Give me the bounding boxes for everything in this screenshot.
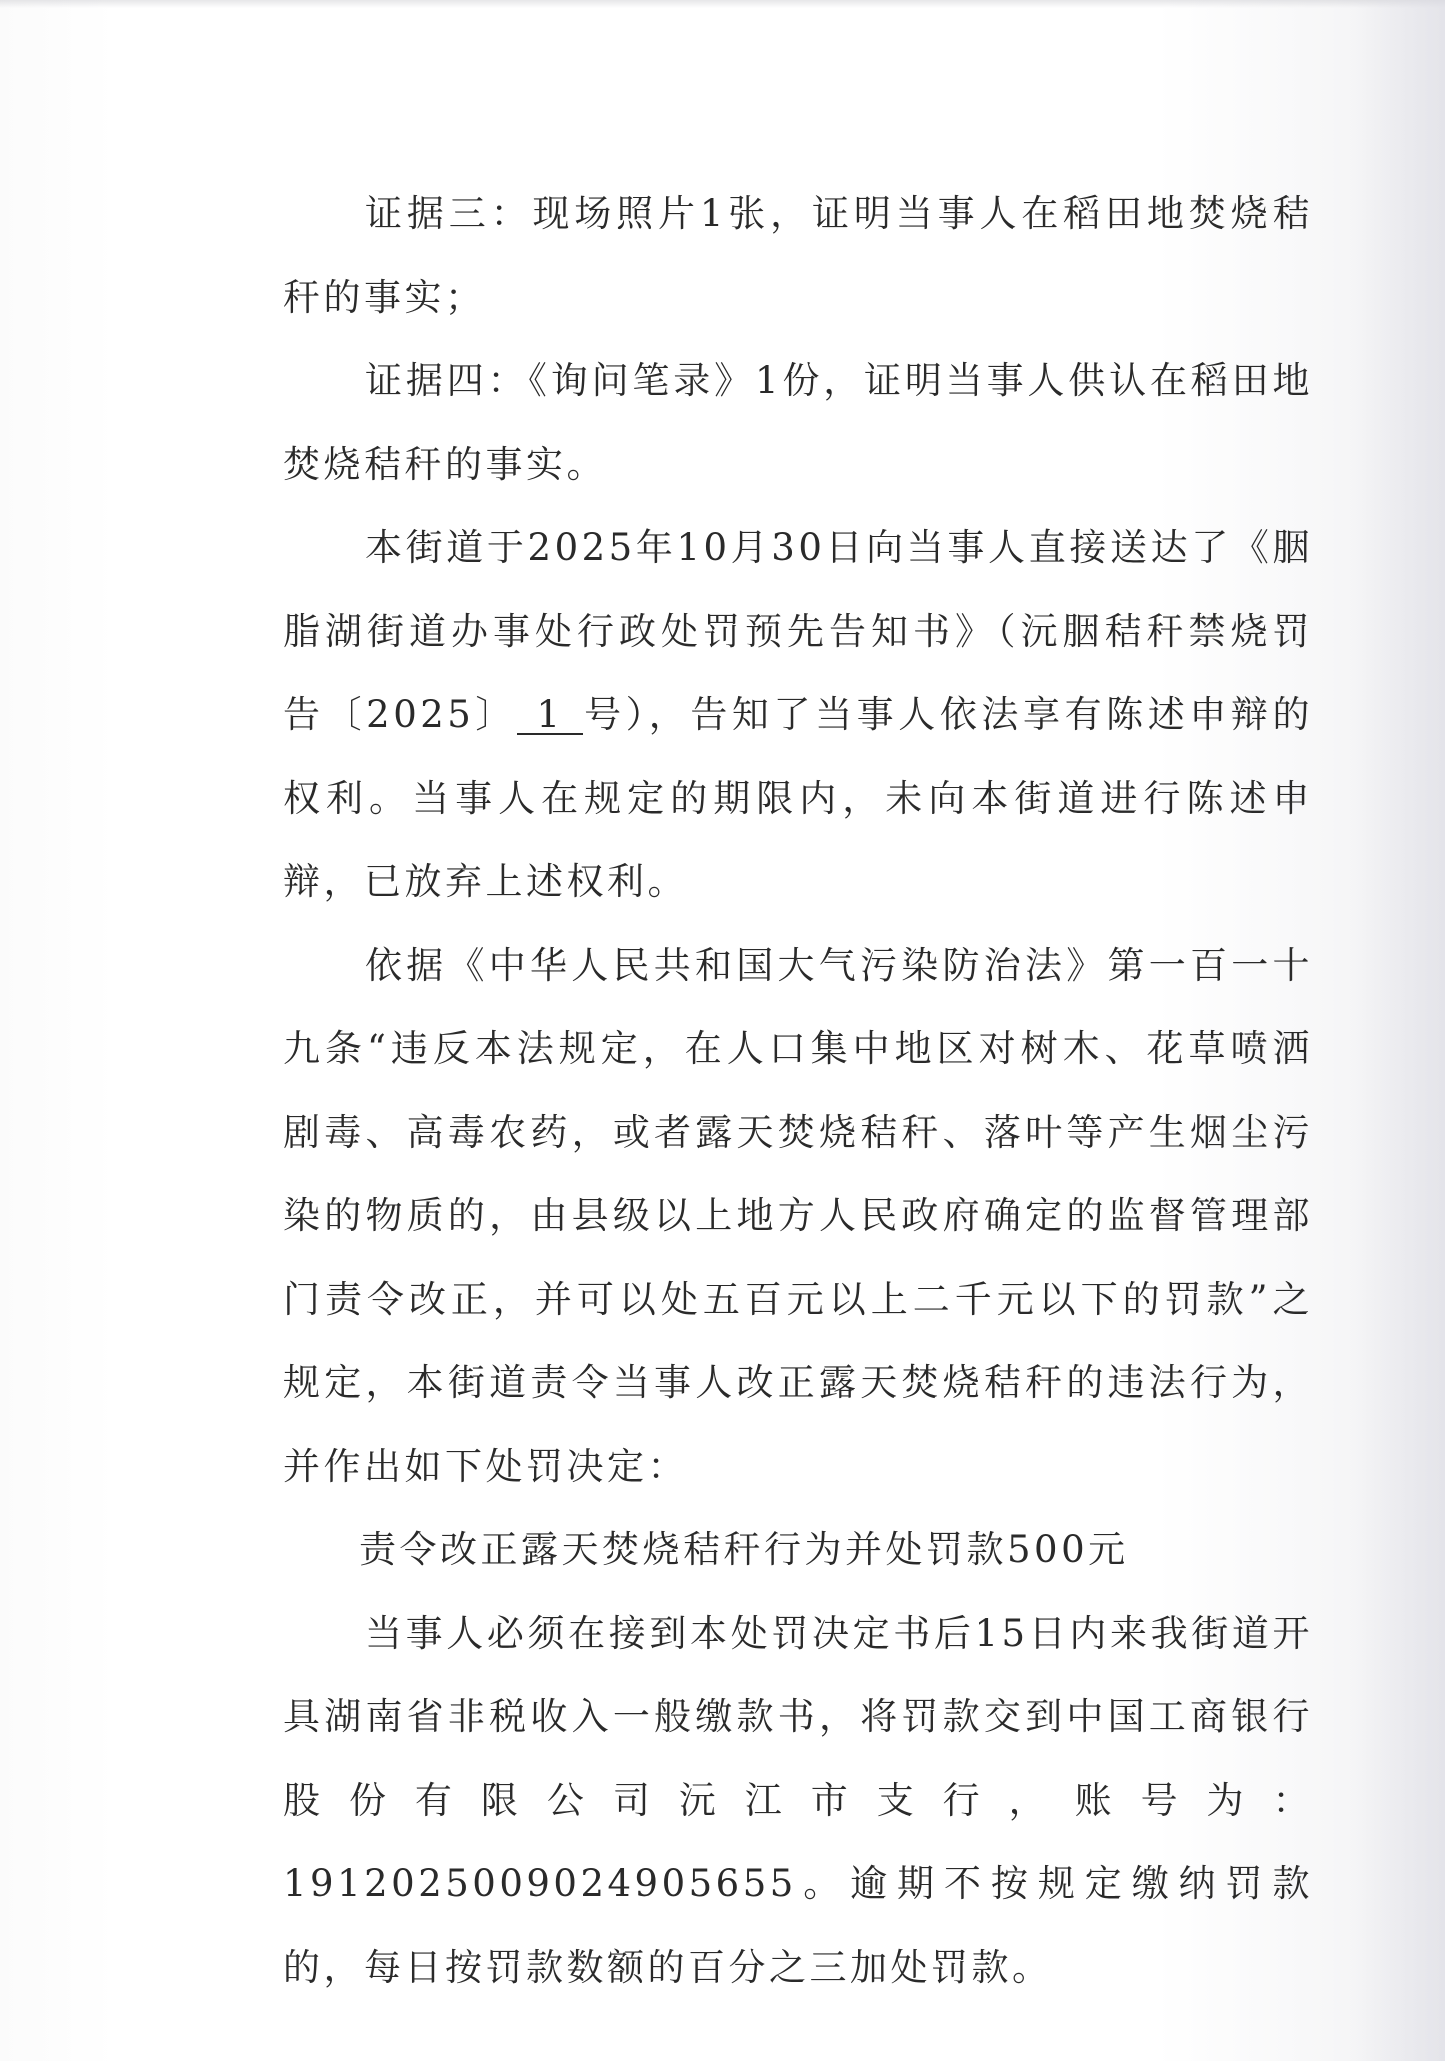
- notice-document-number: 1: [517, 697, 583, 735]
- paragraph-legal-basis: 依据《中华人民共和国大气污染防治法》第一百一十九条“违反本法规定，在人口集中地区对树木、花草喷洒剧毒、高毒农药，或者露天焚烧秸秆、落叶等产生烟尘污染的物质的，由县级以上地方人民政府确定的监督管理部门责令改正，并可以处五百元以上二千元以下的罚款”之规定，本街道责令当事人改正露天焚烧秸秆的违法行为，并作出如下处罚决定：: [283, 943, 1313, 1488]
- paragraph-evidence-4: 证据四：《询问笔录》1份，证明当事人供认在稻田地焚烧秸秆的事实。: [283, 359, 1313, 486]
- document-body: [283, 172, 1313, 2009]
- notice-text-before: 本街道于2025年10月30日向当事人直接送达了《胭脂湖街道办事处行政处罚预先告知书》（沅胭秸秆禁烧罚告〔2025〕: [283, 526, 1313, 736]
- notice-text-after: 号），告知了当事人依法享有陈述申辩的权利。当事人在规定的期限内，未向本街道进行陈述申辩，已放弃上述权利。: [283, 693, 1313, 903]
- paragraph-notice: [283, 506, 1313, 924]
- paragraph-payment: 当事人必须在接到本处罚决定书后15日内来我街道开具湖南省非税收入一般缴款书，将罚款交到中国工商银行股份有限公司沅江市支行，账号为：1912025009024905655。逾期不按规定缴纳罚款的，每日按罚款数额的百分之三加处罚款。: [283, 1611, 1313, 1989]
- paragraph-evidence-3: 证据三：现场照片1张，证明当事人在稻田地焚烧秸秆的事实；: [283, 192, 1313, 319]
- paragraph-decision: 责令改正露天焚烧秸秆行为并处罚款500元: [359, 1528, 1129, 1571]
